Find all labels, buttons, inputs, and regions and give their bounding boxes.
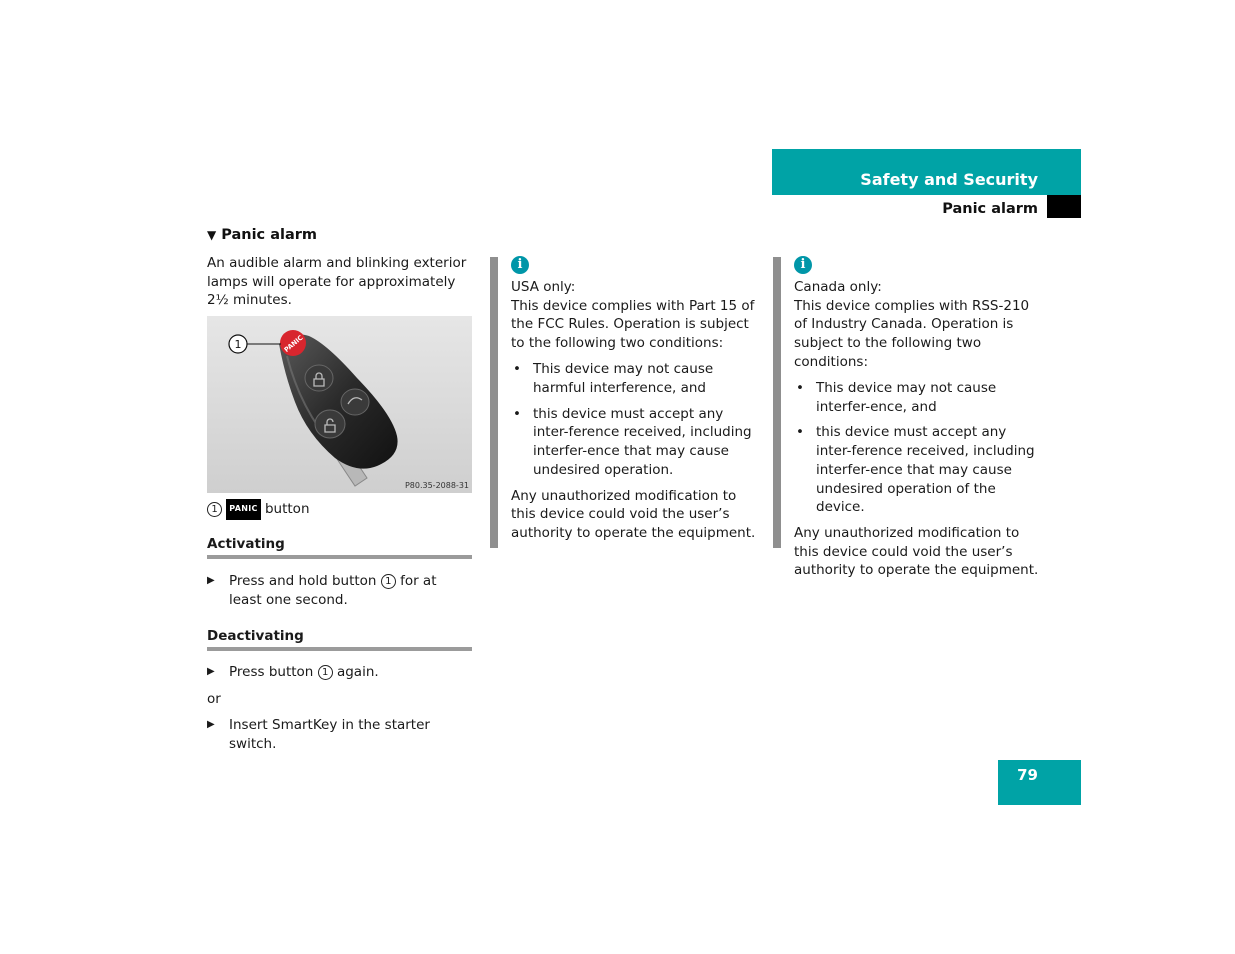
caption-callout-number: 1 — [207, 502, 222, 517]
deactivating-step-1 — [207, 663, 472, 682]
arrow-right-icon: ▶ — [207, 575, 215, 586]
step-callout-number: 1 — [318, 665, 333, 680]
panic-key-label: PANIC — [282, 333, 305, 354]
activating-heading: Activating — [207, 536, 472, 559]
unlock-button-icon — [315, 410, 345, 438]
bullet-dot-icon: • — [513, 405, 521, 422]
arrow-right-icon: ▶ — [207, 719, 215, 730]
info-bullet — [794, 423, 1046, 517]
info-statement: This device complies with Part 15 of the FCC Rules. Operation is subject to the following two conditions: — [511, 297, 755, 352]
step-text-end: for at least one second. — [229, 573, 437, 608]
subsection-bar — [772, 195, 1081, 218]
smartkey-illustration — [207, 316, 472, 493]
heading-text: Panic alarm — [221, 227, 317, 243]
figure-callout-number: 1 — [234, 338, 242, 351]
caption-text: button — [264, 501, 310, 517]
page-number-text: 79 — [1017, 766, 1038, 784]
info-box-canada — [773, 257, 1043, 579]
info-statement: This device complies with RSS-210 of Industry Canada. Operation is subject to the following two conditions: — [794, 297, 1030, 370]
intro-paragraph: An audible alarm and blinking exterior lamps will operate for approximately 2½ minutes. — [207, 255, 467, 309]
bullet-dot-icon: • — [513, 361, 521, 378]
trunk-button-icon — [341, 389, 369, 415]
arrow-right-icon: ▶ — [207, 666, 215, 677]
info-footer: Any unauthorized modification to this device could void the user’s authority to operate the equipment. — [794, 524, 1039, 579]
info-bullet — [511, 360, 763, 397]
page-heading — [207, 227, 317, 243]
page-number — [998, 760, 1081, 805]
info-region: Canada only: — [794, 279, 882, 295]
subsection-marker — [1047, 195, 1081, 218]
panic-button-icon — [280, 330, 306, 356]
bullet-text: This device may not cause interfer-ence, and — [816, 380, 997, 415]
deactivating-heading: Deactivating — [207, 628, 472, 651]
bullet-text: this device must accept any inter-ference received, including interfer-ence that may cause undesired operation of the device. — [816, 424, 1035, 516]
section-title: Safety and Security — [860, 170, 1038, 189]
section-tab — [772, 149, 1081, 195]
info-bullet — [794, 379, 1046, 416]
smartkey-figure — [207, 316, 472, 493]
info-icon: i — [794, 256, 812, 274]
info-bullet — [511, 405, 763, 480]
info-region: USA only: — [511, 279, 576, 295]
step-text-end: again. — [336, 664, 379, 680]
step-text: Press button — [229, 664, 314, 680]
step-callout-number: 1 — [381, 574, 396, 589]
info-box-usa — [490, 257, 760, 548]
step-text: Insert SmartKey in the starter switch. — [229, 717, 430, 752]
deactivating-step-2 — [207, 716, 472, 753]
figure-caption — [207, 499, 472, 520]
info-icon: i — [511, 256, 529, 274]
or-text: or — [207, 691, 221, 707]
step-text: Press and hold button — [229, 573, 377, 589]
bullet-dot-icon: • — [796, 424, 804, 441]
info-footer: Any unauthorized modification to this device could void the user’s authority to operate the equipment. — [511, 487, 756, 541]
bullet-text: this device must accept any inter-ference received, including interfer-ence that may cause undesired operation. — [533, 405, 752, 478]
panic-tag: PANIC — [226, 499, 260, 520]
subsection-title: Panic alarm — [942, 201, 1038, 217]
bullet-dot-icon: • — [796, 380, 804, 397]
lock-button-icon — [305, 365, 333, 391]
figure-code: P80.35-2088-31 — [404, 481, 469, 490]
triangle-down-icon: ▼ — [207, 228, 217, 242]
bullet-text: This device may not cause harmful interference, and — [533, 361, 714, 397]
activating-step — [207, 572, 472, 609]
